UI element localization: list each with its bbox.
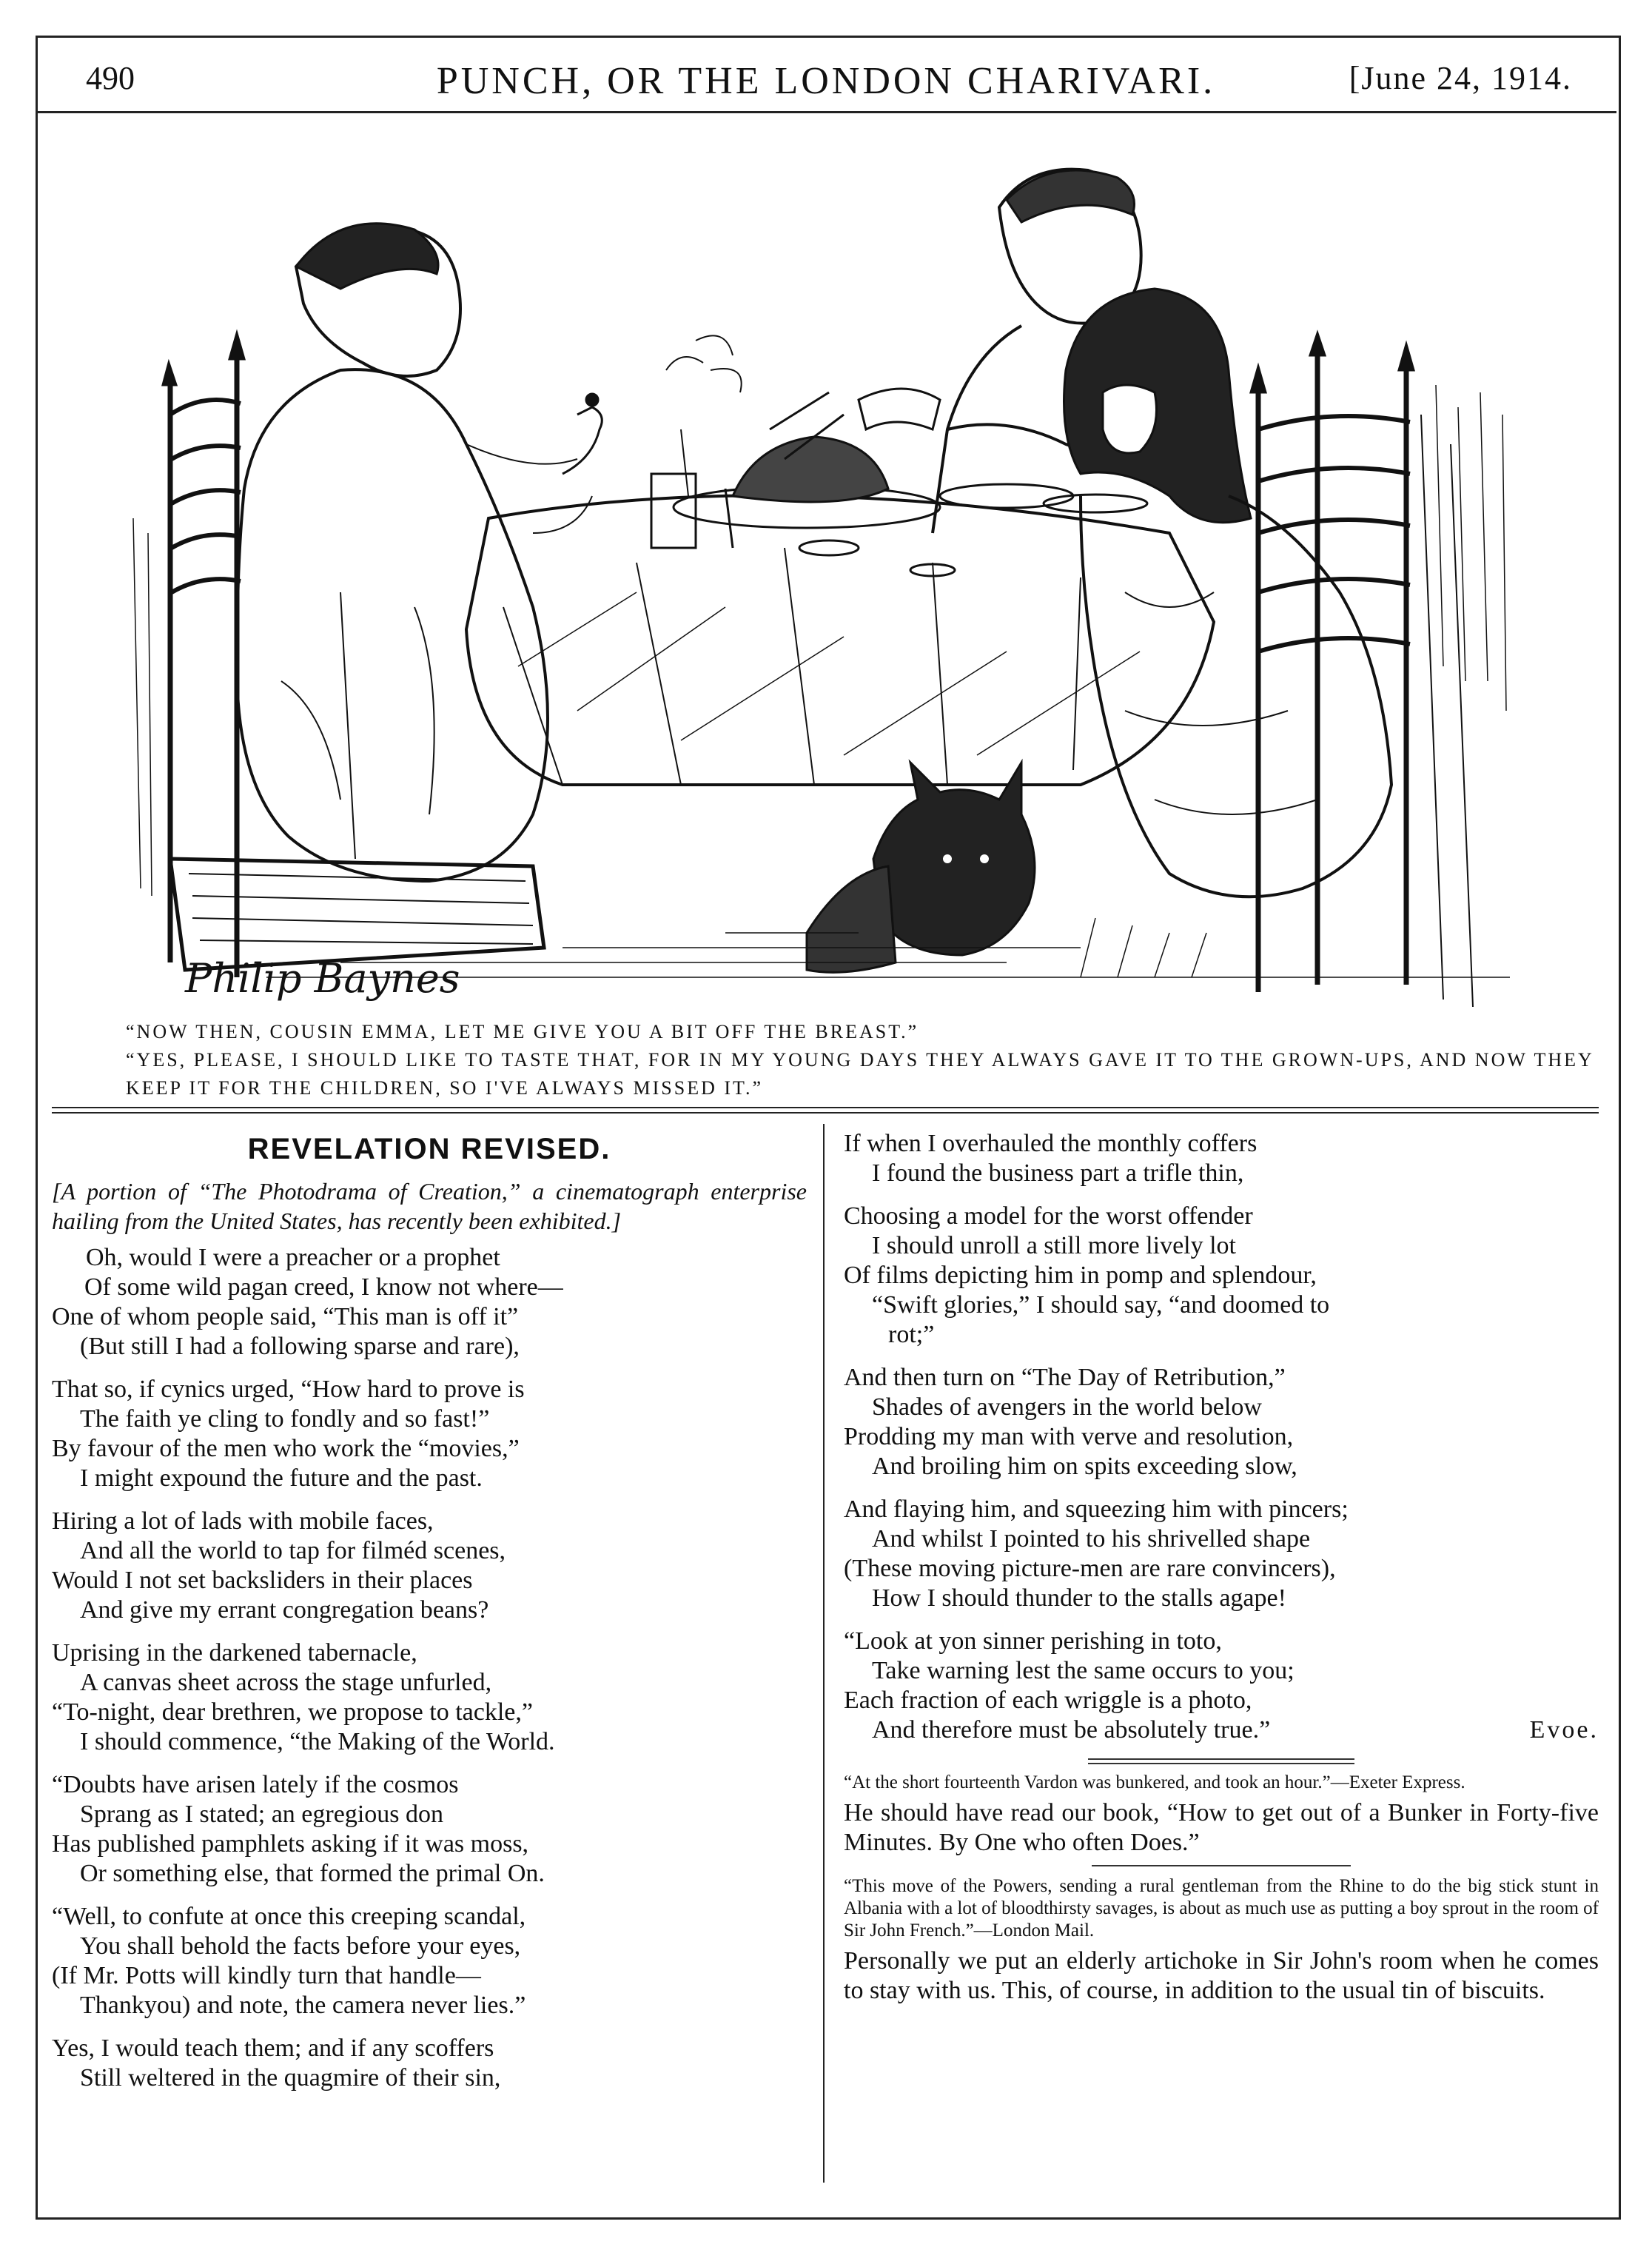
caption-line-1: “NOW THEN, COUSIN EMMA, LET ME GIVE YOU A BIT OFF THE BREAST.” — [126, 1021, 919, 1042]
poem-line: I should commence, “the Making of the World. — [80, 1728, 555, 1755]
poem-line: Has published pamphlets asking if it was moss, — [52, 1830, 529, 1858]
poem-stanza — [844, 1202, 1599, 1350]
section-rule — [52, 1107, 1599, 1108]
separator-rule — [1092, 1865, 1351, 1866]
left-column — [52, 1133, 807, 2106]
poem-line: rot;” — [888, 1321, 935, 1348]
poem-line: Oh, would I were a preacher or a prophet — [86, 1244, 500, 1271]
poem-stanza — [52, 1375, 807, 1493]
poem-line: And whilst I pointed to his shrivelled shape — [872, 1525, 1311, 1553]
poem-stanza — [52, 1507, 807, 1625]
poem-line: That so, if cynics urged, “How hard to prove is — [52, 1376, 525, 1403]
poem-line: Would I not set backsliders in their places — [52, 1567, 473, 1594]
page-header — [36, 59, 1616, 111]
poem-line: Of films depicting him in pomp and splendour, — [844, 1262, 1317, 1289]
poem-line: And give my errant congregation beans? — [80, 1596, 489, 1624]
caption-line-2: “YES, PLEASE, I SHOULD LIKE TO TASTE THAT, FOR IN MY YOUNG DAYS THEY ALWAYS GAVE IT TO THE GROWN-UPS, AND NOW THEY KEEP IT FOR THE CHILDREN, SO I'VE ALWAYS MISSED IT.” — [126, 1049, 1594, 1099]
poem-line: Sprang as I stated; an egregious don — [80, 1801, 443, 1828]
poem-line: Still weltered in the quagmire of their sin, — [80, 2064, 501, 2092]
dog-figure — [807, 763, 1035, 972]
poem-stanza — [844, 1363, 1599, 1481]
woman-figure — [237, 224, 602, 881]
column-divider — [823, 1124, 825, 2183]
poem-line: “Well, to confute at once this creeping scandal, — [52, 1903, 526, 1930]
press-comment: He should have read our book, “How to get out of a Bunker in Forty-five Minutes. By One who often Does.” — [844, 1799, 1599, 1856]
poem-intro: [A portion of “The Photodrama of Creation,” a cinematograph enterprise hailing from the United States, has recently been exhibited.] — [52, 1178, 807, 1234]
poem-line: And all the world to tap for filméd scenes, — [80, 1537, 506, 1564]
poem-line-text: And therefore must be absolutely true.” — [872, 1716, 1271, 1744]
poem-line: “To-night, dear brethren, we propose to tackle,” — [52, 1698, 533, 1726]
poem-line: “Swift glories,” I should say, “and doomed to — [872, 1291, 1330, 1319]
issue-date: [June 24, 1914. — [1349, 60, 1572, 96]
page-number: 490 — [86, 60, 135, 96]
poem-line: Hiring a lot of lads with mobile faces, — [52, 1507, 434, 1535]
poem-stanza — [52, 1902, 807, 2020]
girl-figure — [1064, 289, 1392, 897]
poem-line: Or something else, that formed the primal On. — [80, 1860, 545, 1887]
poem-line: Each fraction of each wriggle is a photo, — [844, 1687, 1252, 1714]
poem-line: One of whom people said, “This man is off it” — [52, 1303, 519, 1330]
poem-line: Prodding my man with verve and resolution, — [844, 1423, 1294, 1450]
poem-line: I might expound the future and the past. — [80, 1464, 483, 1492]
poem-line: “Look at yon sinner perishing in toto, — [844, 1627, 1222, 1655]
right-column — [844, 1129, 1599, 2006]
poem-signature: Evoe. — [1529, 1716, 1599, 1744]
poem-stanza — [52, 1638, 807, 1757]
poem-line: You shall behold the facts before your eyes, — [80, 1932, 521, 1960]
poem-line — [844, 1715, 1599, 1745]
poem-line: A canvas sheet across the stage unfurled, — [80, 1669, 492, 1696]
poem-title: REVELATION REVISED. — [247, 1133, 611, 1165]
poem-line: If when I overhauled the monthly coffers — [844, 1130, 1258, 1157]
cartoon-caption — [52, 1018, 1599, 1102]
artist-signature: Philip Baynes — [185, 955, 460, 1002]
masthead-title: PUNCH, OR THE LONDON CHARIVARI. — [436, 60, 1216, 102]
poem-line: Uprising in the darkened tabernacle, — [52, 1639, 417, 1667]
poem-line: “Doubts have arisen lately if the cosmos — [52, 1771, 459, 1798]
poem-line: Thankyou) and note, the camera never lies.” — [80, 1992, 526, 2019]
poem-line: By favour of the men who work the “movies,” — [52, 1435, 520, 1462]
poem-line: And then turn on “The Day of Retribution,” — [844, 1364, 1286, 1391]
poem-line: I should unroll a still more lively lot — [872, 1232, 1237, 1259]
poem-stanza — [844, 1495, 1599, 1613]
poem-line: Yes, I would teach them; and if any scoffers — [52, 2035, 494, 2062]
poem-line: (These moving picture-men are rare convincers), — [844, 1555, 1336, 1582]
right-chair — [1251, 333, 1473, 1007]
separator-rule — [1088, 1758, 1354, 1764]
poem-line: How I should thunder to the stalls agape! — [872, 1584, 1286, 1612]
cartoon-illustration — [118, 148, 1517, 1007]
press-quote: “This move of the Powers, sending a rural gentleman from the Rhine to do the big stick stunt in Albania with a lot of bloodthirsty savages, is about as much use as putting a boy sprout in the room of Sir John French.”—London Mail. — [844, 1876, 1599, 1940]
poem-stanza — [52, 2034, 807, 2093]
poem-line: (But still I had a following sparse and rare), — [80, 1333, 520, 1360]
poem-line: I found the business part a trifle thin, — [872, 1159, 1244, 1187]
header-rule — [36, 111, 1616, 113]
press-quote: “At the short fourteenth Vardon was bunkered, and took an hour.”—Exeter Express. — [844, 1772, 1465, 1792]
poem-line: The faith ye cling to fondly and so fast!” — [80, 1405, 490, 1433]
poem-stanza — [52, 1243, 807, 1362]
poem-line: And flaying him, and squeezing him with pincers; — [844, 1496, 1349, 1523]
poem-line: Shades of avengers in the world below — [872, 1393, 1262, 1421]
poem-line: Of some wild pagan creed, I know not where— — [84, 1273, 563, 1301]
press-comment: Personally we put an elderly artichoke in Sir John's room when he comes to stay with us. This, of course, in addition to the usual tin of biscuits. — [844, 1947, 1599, 2004]
poem-stanza — [52, 1770, 807, 1889]
left-chair — [163, 333, 544, 977]
poem-stanza — [844, 1129, 1599, 1188]
poem-line: Choosing a model for the worst offender — [844, 1202, 1253, 1230]
poem-line: Take warning lest the same occurs to you; — [872, 1657, 1295, 1684]
poem-line: And broiling him on spits exceeding slow, — [872, 1453, 1297, 1480]
poem-line: (If Mr. Potts will kindly turn that handle— — [52, 1962, 481, 1989]
poem-stanza — [844, 1627, 1599, 1745]
section-rule-2 — [52, 1112, 1599, 1114]
